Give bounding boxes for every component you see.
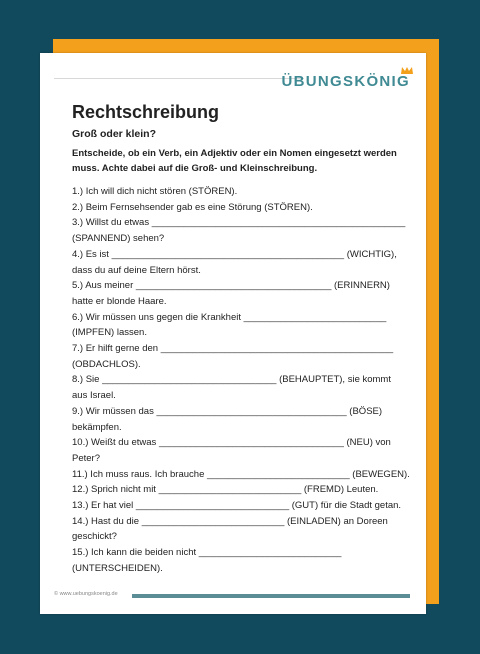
task-line: 15.) Ich kann die beiden nicht ___________________________ bbox=[72, 547, 342, 559]
worksheet-page bbox=[40, 53, 426, 614]
task-line: 13.) Er hat viel _____________________________ (GUT) für die Stadt getan. bbox=[72, 500, 402, 512]
task-item bbox=[72, 310, 402, 341]
task-line: 1.) Ich will dich nicht stören (STÖREN). bbox=[72, 186, 238, 197]
task-list bbox=[72, 184, 410, 577]
instructions-text: Entscheide, ob ein Verb, ein Adjektiv oder ein Nomen eingesetzt werden muss. Achte dabei auf die Groß- und Kleinschreibung. bbox=[72, 148, 397, 174]
task-item bbox=[72, 498, 402, 514]
task-item bbox=[72, 404, 402, 435]
task-line: (SPANNEND) sehen? bbox=[72, 233, 165, 245]
task-line: 10.) Weißt du etwas ___________________________________ (NEU) von bbox=[72, 437, 391, 449]
task-item bbox=[72, 184, 402, 200]
task-line: 5.) Aus meiner _____________________________________ (ERINNERN) bbox=[72, 280, 390, 292]
footer-bar bbox=[132, 594, 410, 598]
task-line: hatte er blonde Haare. bbox=[72, 295, 167, 307]
task-line: geschickt? bbox=[72, 531, 117, 543]
task-line: 4.) Es ist ____________________________________________ (WICHTIG), bbox=[72, 248, 397, 260]
task-item bbox=[72, 435, 402, 466]
footer-copyright: © www.uebungskoenig.de bbox=[54, 591, 118, 597]
task-line: 14.) Hast du die ___________________________ (EINLADEN) an Doreen bbox=[72, 515, 388, 527]
task-item bbox=[72, 200, 402, 216]
task-line: 6.) Wir müssen uns gegen die Krankheit ___________________________ bbox=[72, 311, 387, 323]
task-line: 11.) Ich muss raus. Ich brauche ___________________________ (BEWEGEN). bbox=[72, 468, 410, 480]
task-line: 3.) Willst du etwas ________________________________________________ bbox=[72, 217, 406, 229]
task-item bbox=[72, 341, 402, 372]
task-line: 2.) Beim Fernsehsender gab es eine Störung (STÖREN). bbox=[72, 201, 313, 213]
task-line: (IMPFEN) lassen. bbox=[72, 327, 147, 339]
task-line: dass du auf deine Eltern hörst. bbox=[72, 264, 201, 276]
task-line: (UNTERSCHEIDEN). bbox=[72, 562, 163, 574]
task-line: Peter? bbox=[72, 452, 100, 464]
task-line: 7.) Er hilft gerne den ____________________________________________ bbox=[72, 343, 394, 355]
task-item bbox=[72, 467, 410, 483]
brand-logo: ÜBUNGSKÖNIG bbox=[281, 73, 410, 90]
task-line: 9.) Wir müssen das ____________________________________ (BÖSE) bbox=[72, 405, 383, 417]
task-item bbox=[72, 278, 402, 309]
task-item bbox=[72, 372, 402, 403]
task-line: bekämpfen. bbox=[72, 421, 122, 433]
page-subtitle: Groß oder klein? bbox=[72, 128, 157, 140]
page-title: Rechtschreibung bbox=[72, 102, 220, 122]
task-item bbox=[72, 247, 402, 278]
task-item bbox=[72, 514, 402, 545]
task-line: 8.) Sie _________________________________ (BEHAUPTET), sie kommt bbox=[72, 374, 391, 386]
task-item bbox=[72, 215, 406, 246]
header-divider bbox=[54, 78, 304, 79]
task-item bbox=[72, 545, 402, 576]
task-line: aus Israel. bbox=[72, 390, 116, 402]
task-line: (OBDACHLOS). bbox=[72, 358, 141, 370]
task-item bbox=[72, 482, 402, 498]
task-line: 12.) Sprich nicht mit ___________________________ (FREMD) Leuten. bbox=[72, 484, 379, 496]
